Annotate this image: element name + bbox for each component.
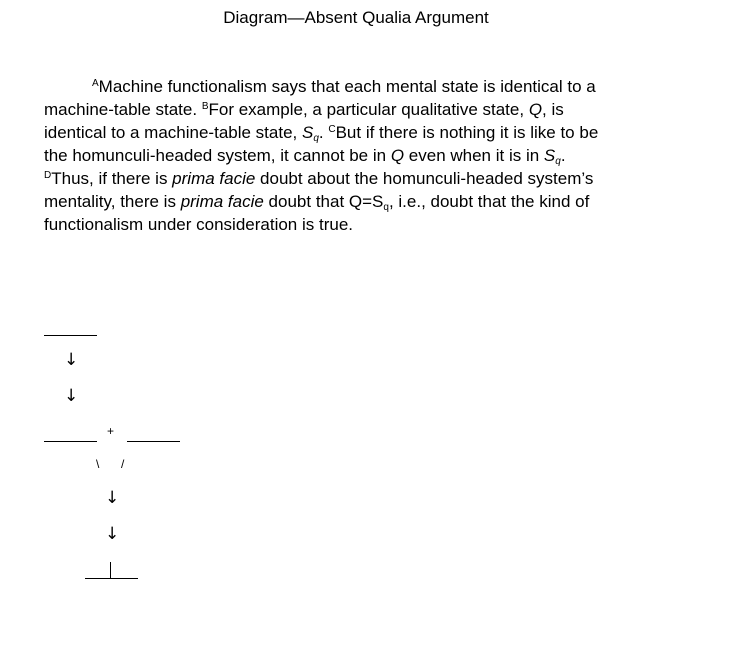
premise-c-text: But if there is nothing it is like to be xyxy=(335,123,599,142)
premise-c-text-2: the homunculi-headed system, it cannot be in xyxy=(44,146,391,165)
para-line-3 xyxy=(44,121,674,144)
blank-line-d xyxy=(85,578,138,579)
premise-b-end: . xyxy=(318,123,329,142)
var-q-2: Q xyxy=(390,146,405,165)
premise-c-text-3: even when it is in xyxy=(404,146,544,165)
conclusion-text: Thus, if there is xyxy=(51,169,173,188)
slash-connector: / xyxy=(121,457,125,471)
premise-b-text-3: identical to a machine-table state, xyxy=(44,123,302,142)
premise-marker-a: A xyxy=(92,78,99,89)
para-line-4 xyxy=(44,144,674,167)
blank-tick xyxy=(110,562,111,578)
arrow-down-icon: ↓ xyxy=(64,350,79,370)
arrow-down-icon: ↓ xyxy=(105,488,120,508)
conclusion-text-4: , i.e., doubt that the kind of xyxy=(388,192,590,211)
para-line-1 xyxy=(44,75,674,98)
argument-paragraph xyxy=(44,75,674,236)
prima-facie-2: prima facie xyxy=(180,192,264,211)
arrow-down-icon: ↓ xyxy=(105,524,120,544)
page-title: Diagram—Absent Qualia Argument xyxy=(223,8,489,27)
prima-facie-1: prima facie xyxy=(172,169,256,188)
var-sq-2: $S_q$ xyxy=(543,146,561,167)
blank-line-b xyxy=(44,441,97,442)
premise-a-text-end: machine-table state. xyxy=(44,100,202,119)
para-line-5 xyxy=(44,167,674,190)
premise-a-text: Machine functionalism says that each mental state is identical to a xyxy=(98,77,596,96)
backslash-connector: \ xyxy=(96,457,100,471)
premise-b-text: For example, a particular qualitative state, xyxy=(208,100,529,119)
premise-marker-c: C xyxy=(328,124,336,135)
premise-c-end: . xyxy=(560,146,566,165)
var-sq: $S_q$ xyxy=(301,123,319,144)
conclusion-text-3: mentality, there is xyxy=(44,192,181,211)
para-line-7 xyxy=(44,213,674,236)
premise-b-text-2: , is xyxy=(542,100,564,119)
conclusion-text-2: doubt about the homunculi-headed system’s xyxy=(255,169,594,188)
conclusion-text-5: functionalism under consideration is true. xyxy=(44,215,353,234)
var-q: Q xyxy=(528,100,543,119)
para-line-2 xyxy=(44,98,674,121)
blank-line-a xyxy=(44,335,97,336)
plus-sign: + xyxy=(107,424,115,438)
qsq-text: doubt that $Q=S_q$ xyxy=(263,192,389,213)
premise-marker-b: B xyxy=(201,101,209,112)
premise-marker-d: D xyxy=(44,170,52,181)
blank-line-c xyxy=(127,441,180,442)
para-line-6 xyxy=(44,190,674,213)
arrow-down-icon: ↓ xyxy=(64,386,79,406)
